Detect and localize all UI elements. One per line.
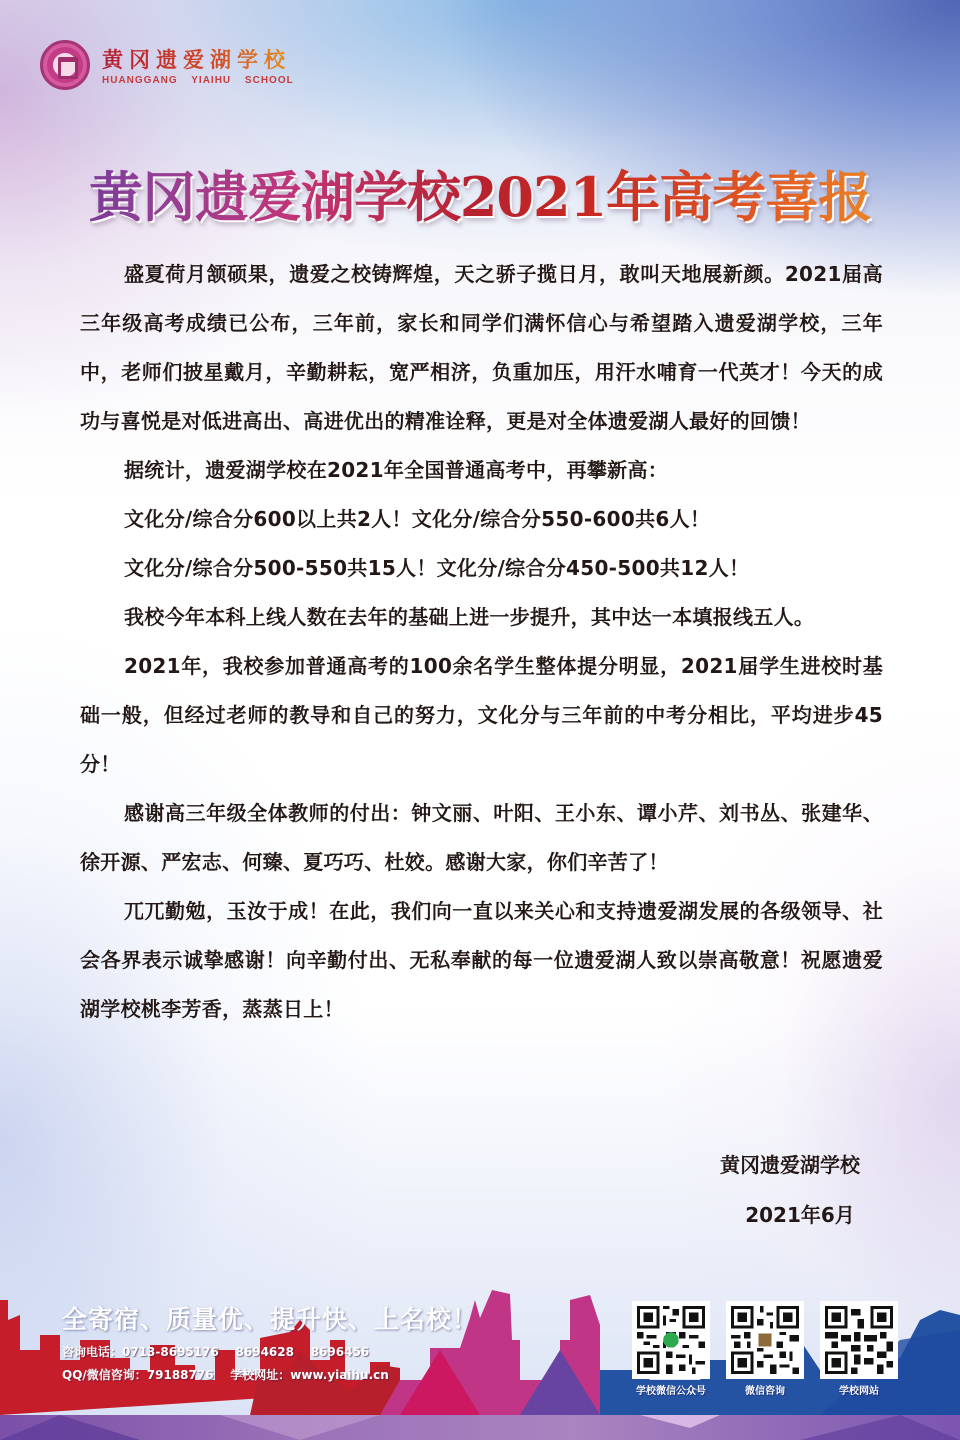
logo-text <box>102 44 294 86</box>
contact-qq-website: QQ/微信咨询：79188776 学校网址：www.yiaihu.cn <box>62 1368 389 1382</box>
school-emblem-icon <box>40 40 90 90</box>
qr-label-school-website: 学校网站 <box>839 1386 879 1397</box>
paragraph-intro: 盛夏荷月颔硕果，遗爱之校铸辉煌，天之骄子揽日月，敢叫天地展新颜。2021届高三年级高考成绩已公布，三年前，家长和同学们满怀信心与希望踏入遗爱湖学校，三年中，老师们披星戴月，辛勤耕耘，宽严相济，负重加压，用汗水哺育一代英才！今天的成功与喜悦是对低进高出、高进优出的精准诠释，更是对全体遗爱湖人最好的回馈！ <box>80 262 883 433</box>
paragraph-score-600-550: 文化分/综合分600以上共2人！文化分/综合分550-600共6人！ <box>124 507 711 531</box>
page-title: 黄冈遗爱湖学校2021年高考喜报 <box>0 155 960 232</box>
school-logo <box>40 40 294 90</box>
signature <box>720 1140 860 1240</box>
qr-wechat-official <box>632 1301 710 1397</box>
announcement-body <box>80 250 883 1034</box>
contact-phone: 咨询电话：0713-8695176 8694628 8696456 <box>62 1345 370 1359</box>
signature-date: 2021年6月 <box>745 1203 855 1227</box>
qr-label-wechat-consult: 微信咨询 <box>745 1386 785 1397</box>
paragraph-statistics-intro: 据统计，遗爱湖学校在2021年全国普通高考中，再攀新高： <box>124 458 669 482</box>
qr-school-website <box>820 1301 898 1397</box>
qr-wechat-consult <box>726 1301 804 1397</box>
logo-name-cn: 黄冈遗爱湖学校 <box>102 44 294 74</box>
footer-banner <box>0 1240 960 1440</box>
city-skyline-graphic <box>0 1240 960 1440</box>
footer-slogan: 全寄宿、质量优、提升快、上名校！ <box>62 1305 479 1334</box>
paragraph-closing: 兀兀勤勉，玉汝于成！在此，我们向一直以来关心和支持遗爱湖发展的各级领导、社会各界表示诚挚感谢！向辛勤付出、无私奉献的每一位遗爱湖人致以崇高敬意！祝愿遗爱湖学校桃李芳香，蒸蒸日上！ <box>80 899 883 1021</box>
signature-org: 黄冈遗爱湖学校 <box>720 1153 860 1177</box>
logo-name-en: HUANGGANG YIAIHU SCHOOL <box>102 75 294 86</box>
paragraph-teacher-thanks: 感谢高三年级全体教师的付出：钟文丽、叶阳、王小东、谭小芹、刘书丛、张建华、徐开源、严宏志、何臻、夏巧巧、杜姣。感谢大家，你们辛苦了！ <box>80 801 883 874</box>
qr-code-icon <box>820 1301 898 1379</box>
paragraph-score-500-450: 文化分/综合分500-550共15人！文化分/综合分450-500共12人！ <box>124 556 750 580</box>
qr-code-icon <box>726 1301 804 1379</box>
qr-label-wechat-official: 学校微信公众号 <box>636 1386 706 1397</box>
paragraph-improvement: 2021年，我校参加普通高考的100余名学生整体提分明显，2021届学生进校时基础一般，但经过老师的教导和自己的努力，文化分与三年前的中考分相比，平均进步45分！ <box>80 654 883 776</box>
qr-code-icon <box>632 1301 710 1379</box>
paragraph-undergraduate: 我校今年本科上线人数在去年的基础上进一步提升，其中达一本填报线五人。 <box>124 605 815 629</box>
